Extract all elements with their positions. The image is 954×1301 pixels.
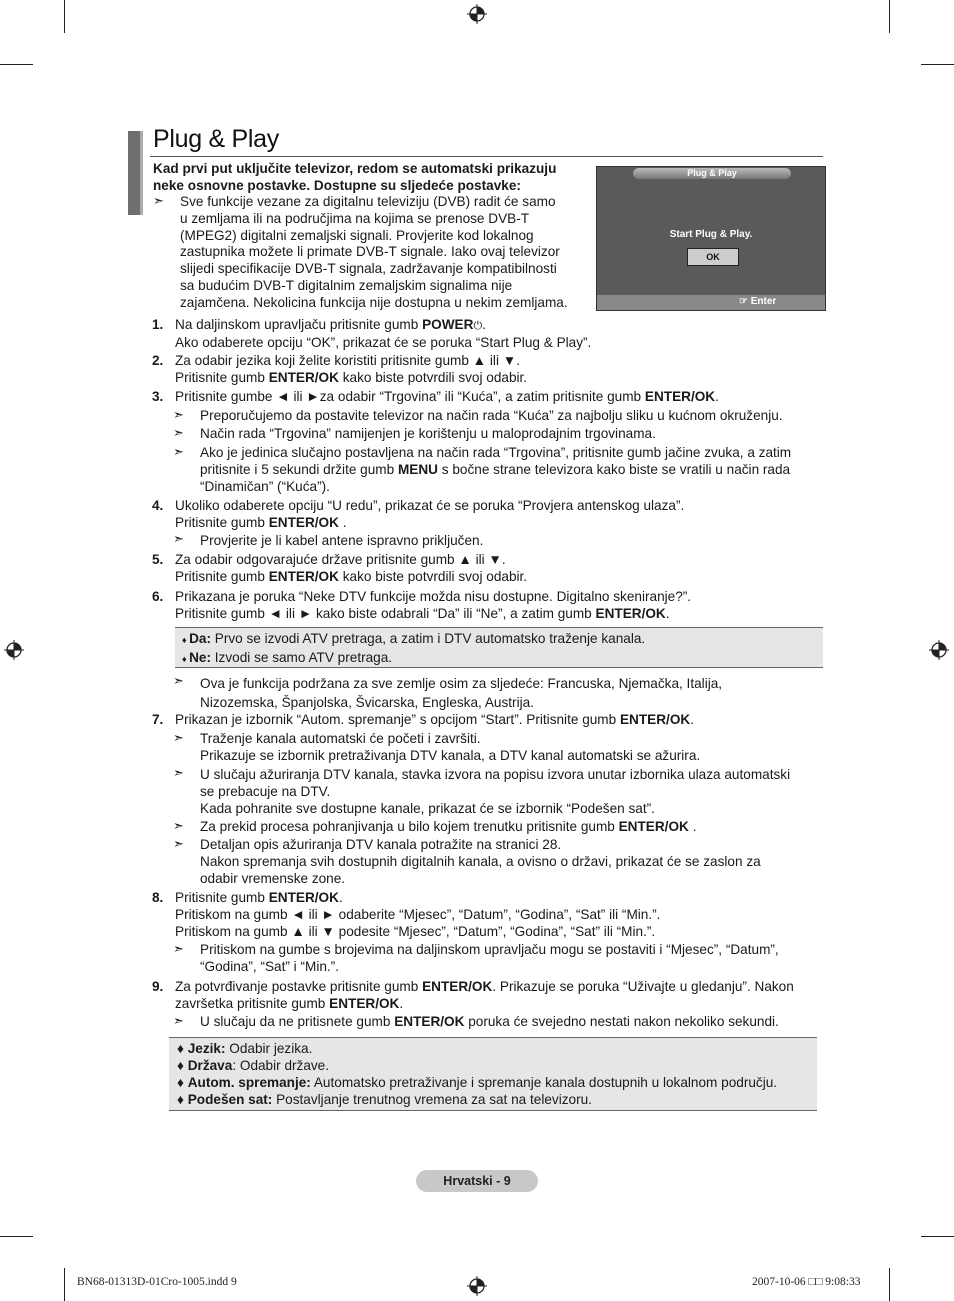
note-text: s bočne strane televizora kako biste se vratili u način rada [438, 461, 791, 477]
button-name: ENTER/OK [644, 389, 716, 404]
osd-title: Plug & Play [633, 168, 791, 179]
option-label: Ne: [189, 650, 211, 665]
note-arrow-icon: ➣ [173, 407, 184, 422]
registration-mark-icon [467, 1276, 487, 1296]
option-ne [182, 649, 392, 668]
step-5 [175, 552, 825, 586]
step-note [200, 674, 722, 712]
crop-mark [0, 64, 33, 65]
step-line [175, 979, 825, 996]
note-line: zastupnika možete li primate DVB-T signale. Iako ovaj televizor [180, 244, 560, 260]
date-slug: 2007-10-06 □□ 9:08:33 [752, 1276, 861, 1288]
button-name: ENTER/OK [619, 712, 691, 727]
note-text: . [688, 819, 697, 834]
note-arrow-icon: ➣ [173, 818, 184, 833]
option-text: Prvo se izvodi ATV pretraga, a zatim i DTV automatsko traženje kanala. [211, 631, 646, 646]
step-4 [175, 498, 825, 532]
option-text: Izvodi se samo ATV pretraga. [211, 650, 393, 665]
note-line: Kada pohranite sve dostupne kanale, prikazat će se izbornik “Podešen sat”. [200, 800, 655, 816]
note-line: u zemljama ili na područjima na kojima se prenose DVB-T [180, 210, 530, 226]
note-arrow-icon: ➣ [173, 531, 184, 546]
note-line: Ako je jedinica slučajno postavljena na način rada “Trgovina”, pritisnite gumb jačine zvuka, a zatim [200, 445, 792, 460]
note-line: Detaljan opis ažuriranja DTV kanala potražite na stranici 28. [200, 837, 562, 852]
button-name: ENTER/OK [329, 995, 400, 1011]
note-line: odabir vremenske zone. [200, 870, 346, 886]
step-note: Način rada “Trgovina” namijenjen je korištenju u maloprodajnim trgovinama. [200, 426, 656, 441]
button-name: POWER [422, 317, 474, 332]
osd-message: Start Plug & Play. [669, 229, 753, 240]
step-text: kako biste potvrdili svoj odabir. [338, 369, 528, 385]
step-6 [175, 589, 825, 623]
note-line: “Dinamičan” (“Kuća”). [200, 478, 330, 494]
note-line: Ova je funkcija podržana za sve zemlje osim za sljedeće: Francuska, Njemačka, Italija, [200, 676, 723, 691]
note-arrow-icon: ➣ [173, 765, 184, 780]
note-text: poruka će svejedno nestati nakon nekoliko sekundi. [464, 1014, 779, 1029]
step-note [200, 767, 825, 817]
osd-ok-button[interactable]: OK [687, 248, 739, 266]
step-line [175, 370, 825, 387]
note-line: sa budućim DVB-T digitalnim zemaljskim signalima nije [180, 277, 513, 293]
step-text: završetka pritisnite gumb [175, 995, 330, 1011]
step-text: . Prikazuje se poruka “Uživajte u gledanju”. Nakon [492, 979, 794, 994]
note-text: Za prekid procesa pohranjivanja u bilo kojem trenutku pritisnite gumb [200, 819, 619, 834]
step-line: Pritiskom na gumb ◄ ili ► odaberite “Mjesec”, “Datum”, “Godina”, “Sat” ili “Min.”. [175, 906, 661, 922]
crop-mark [64, 1268, 65, 1301]
osd-footer [597, 295, 825, 310]
summary-item [177, 1057, 329, 1074]
step-text: . [338, 890, 343, 905]
summary-label: Jezik: [187, 1041, 226, 1056]
button-name: ENTER/OK [394, 1014, 465, 1029]
note-line: Sve funkcije vezane za digitalnu televiziju (DVB) radit će samo [180, 194, 556, 209]
step-text: . [665, 605, 670, 621]
summary-text: Postavljanje trenutnog vremena za sat na televizoru. [272, 1092, 592, 1107]
step-line [175, 317, 825, 335]
bullet-icon: ♦ [177, 1058, 188, 1073]
step-number: 3. [152, 389, 164, 404]
step-line [175, 606, 825, 623]
step-text: Pritisnite gumb [175, 568, 269, 584]
crop-mark [64, 0, 65, 33]
registration-mark-icon [929, 640, 949, 660]
note-line: Prikazuje se izbornik pretraživanja DTV kanala, a DTV kanal automatski se ažurira. [200, 747, 701, 763]
button-name: ENTER/OK [595, 605, 666, 621]
step-text: . [338, 514, 347, 530]
page-title: Plug & Play [153, 125, 279, 153]
step-number: 8. [152, 890, 164, 905]
step-text: . [690, 712, 695, 727]
page-number-badge: Hrvatski - 9 [416, 1170, 538, 1192]
option-da [182, 630, 645, 649]
step-line [175, 712, 825, 729]
crop-mark [921, 64, 954, 65]
note-line [200, 462, 825, 479]
step-3 [175, 389, 825, 406]
note-arrow-icon: ➣ [173, 730, 184, 745]
step-number: 6. [152, 589, 164, 604]
summary-item [177, 1040, 312, 1057]
step-note [200, 445, 825, 495]
button-name: ENTER/OK [422, 979, 493, 994]
crop-mark [889, 1268, 890, 1301]
note-text: U slučaju da ne pritisnete gumb [200, 1014, 395, 1029]
note-line: U slučaju ažuriranja DTV kanala, stavka izvora na popisu izvora unutar izbornika ulaza automatski [200, 767, 791, 782]
step-text: Na daljinskom upravljaču pritisnite gumb [175, 317, 423, 332]
step-text: Pritisnite gumb ◄ ili ► kako biste odabrali “Da” ili “Ne”, a zatim gumb [175, 605, 596, 621]
note-line: “Godina”, “Sat” i “Min.”. [200, 958, 339, 974]
summary-text: Odabir jezika. [225, 1041, 313, 1056]
step-note: Provjerite je li kabel antene ispravno priključen. [200, 533, 484, 548]
step-line: Ako odaberete opciju “OK”, prikazat će se poruka “Start Plug & Play”. [175, 334, 592, 350]
note-arrow-icon: ➣ [173, 425, 184, 440]
step-note [200, 819, 696, 836]
step-text: Pritisnite gumb [175, 369, 269, 385]
step-text: Pritisnite gumbe ◄ ili ►za odabir “Trgovina” ili “Kuća”, a zatim pritisnite gumb [175, 389, 645, 404]
step-note [200, 1014, 779, 1031]
step-text: kako biste potvrdili svoj odabir. [338, 568, 528, 584]
power-icon: ⏻ [473, 320, 483, 332]
note-line: Traženje kanala automatski će početi i završiti. [200, 731, 481, 746]
step-9 [175, 979, 825, 1013]
note-arrow-icon: ➣ [173, 444, 184, 459]
title-divider [150, 156, 823, 157]
intro-text [153, 160, 593, 194]
note-line: se prebacuje na DTV. [200, 783, 331, 799]
note-arrow-icon: ➣ [173, 836, 184, 851]
step-text: Za potvrđivanje postavke pritisnite gumb [175, 979, 423, 994]
step-line [175, 569, 825, 586]
summary-text: : Odabir države. [232, 1058, 330, 1073]
note-arrow-icon: ➣ [153, 193, 164, 208]
bullet-icon: ♦ [177, 1075, 188, 1090]
crop-mark [889, 0, 890, 33]
step-7 [175, 712, 825, 729]
intro-line: neke osnovne postavke. Dostupne su sljedeće postavke: [153, 178, 521, 193]
step-line: Za odabir odgovarajuće države pritisnite gumb ▲ ili ▼. [175, 552, 506, 567]
step-number: 4. [152, 498, 164, 513]
button-name: ENTER/OK [268, 890, 339, 905]
summary-box [169, 1037, 817, 1111]
button-name: ENTER/OK [618, 819, 689, 834]
file-slug: BN68-01313D-01Cro-1005.indd 9 [77, 1276, 237, 1288]
step-note: Preporučujemo da postavite televizor na način rada “Kuća” za najbolju sliku u kućnom okruženju. [200, 408, 783, 423]
button-name: ENTER/OK [268, 369, 339, 385]
options-box [175, 627, 823, 668]
summary-text: Automatsko pretraživanje i spremanje kanala dostupnih u lokalnom području. [310, 1075, 778, 1090]
button-name: ENTER/OK [268, 514, 339, 530]
step-number: 7. [152, 712, 164, 727]
button-name: MENU [397, 461, 438, 477]
note-line: Pritiskom na gumbe s brojevima na daljinskom upravljaču mogu se postaviti i “Mjesec”, “Datum”, [200, 942, 779, 957]
step-line [175, 389, 825, 406]
step-text: . [482, 317, 486, 332]
step-line [175, 996, 825, 1013]
step-number: 9. [152, 979, 164, 994]
note-line: (MPEG2) digitalni zemaljski signali. Provjerite kod lokalnog [180, 227, 534, 243]
step-text: . [399, 995, 404, 1011]
title-accent-bar [140, 131, 143, 215]
osd-enter-hint [739, 296, 776, 307]
option-label: Da: [189, 631, 211, 646]
step-number: 2. [152, 353, 164, 368]
step-2 [175, 353, 825, 387]
step-note [200, 731, 700, 765]
step-text: Prikazan je izbornik “Autom. spremanje” s opcijom “Start”. Pritisnite gumb [175, 712, 620, 727]
registration-mark-icon [4, 640, 24, 660]
summary-item [177, 1091, 592, 1108]
bullet-icon: ♦ [182, 635, 190, 645]
note-text: pritisnite i 5 sekundi držite gumb [200, 461, 398, 477]
note-line: Nakon spremanja svih dostupnih digitalnih kanala, a ovisno o državi, prikazat će se zaslon za [200, 853, 761, 869]
note-arrow-icon: ➣ [173, 1013, 184, 1028]
step-number: 5. [152, 552, 164, 567]
osd-enter-label: Enter [750, 296, 777, 307]
intro-line: Kad prvi put uključite televizor, redom se automatski prikazuju [153, 161, 557, 176]
enter-icon: ☞ [739, 296, 751, 307]
step-number: 1. [152, 317, 164, 332]
step-line [175, 890, 825, 907]
intro-note [180, 194, 590, 312]
summary-label: Država [187, 1058, 233, 1073]
step-line: Ukoliko odaberete opciju “U redu”, prikazat će se poruka “Provjera antenskog ulaza”. [175, 498, 685, 513]
summary-item [177, 1074, 777, 1091]
note-line: Nizozemska, Španjolska, Švicarska, Engleska, Austrija. [200, 695, 534, 710]
step-note [200, 837, 761, 887]
step-text: Pritisnite gumb [175, 890, 269, 905]
step-line: Pritiskom na gumb ▲ ili ▼ podesite “Mjesec”, “Datum”, “Godina”, “Sat” ili “Min.”. [175, 923, 656, 939]
summary-label: Podešen sat: [187, 1092, 273, 1107]
step-line [175, 515, 825, 532]
step-line: Prikazana je poruka “Neke DTV funkcije možda nisu dostupne. Digitalno skeniranje?”. [175, 589, 692, 604]
registration-mark-icon [467, 4, 487, 24]
note-arrow-icon: ➣ [173, 673, 184, 688]
step-text: . [715, 389, 719, 404]
crop-mark [921, 1236, 954, 1237]
step-note [200, 942, 779, 976]
note-arrow-icon: ➣ [173, 941, 184, 956]
step-text: Pritisnite gumb [175, 514, 269, 530]
step-8 [175, 890, 825, 940]
bullet-icon: ♦ [182, 654, 190, 664]
note-line: slijedi specifikacije DVB-T signala, zadržavanje kompatibilnosti [180, 261, 557, 277]
crop-mark [0, 1236, 33, 1237]
bullet-icon: ♦ [177, 1041, 188, 1056]
note-line: zajamčena. Nekolicina funkcija nije dostupna u nekim zemljama. [180, 294, 568, 310]
step-line: Za odabir jezika koji želite koristiti pritisnite gumb ▲ ili ▼. [175, 353, 520, 368]
summary-label: Autom. spremanje: [187, 1075, 311, 1090]
osd-screen [596, 166, 826, 311]
bullet-icon: ♦ [177, 1092, 188, 1107]
button-name: ENTER/OK [268, 568, 339, 584]
step-1 [175, 317, 825, 352]
